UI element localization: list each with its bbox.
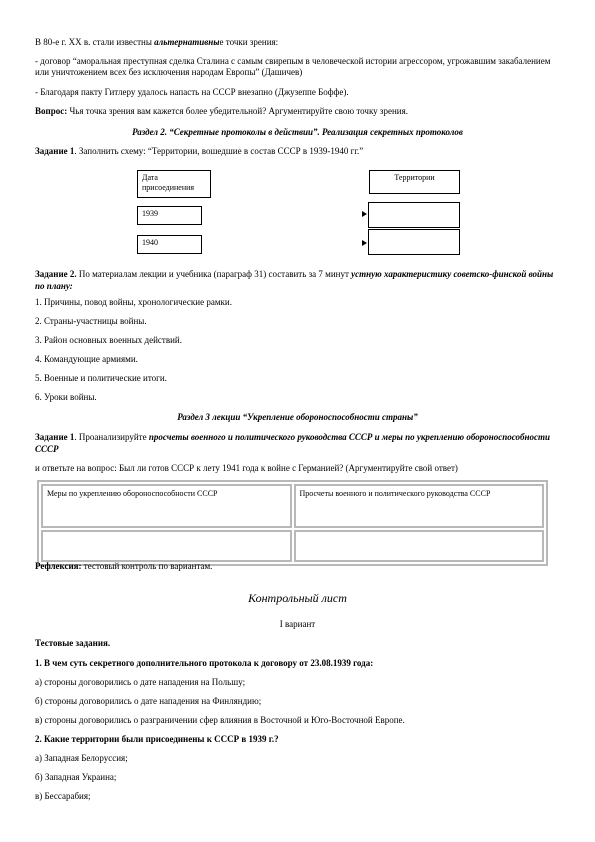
scheme-territory-cell-1939 xyxy=(368,202,460,228)
intro-text: В 80-е г. XX в. стали известны xyxy=(35,37,155,47)
task2-text: По материалам лекции и учебника (параграф 31) составить за 7 минут xyxy=(76,269,352,279)
task1-label: Задание 1 xyxy=(35,146,75,156)
q2-option: в) Бессарабия; xyxy=(35,791,91,801)
intro-text-end: е точки зрения: xyxy=(219,37,279,47)
scheme-year-1940-label: 1940 xyxy=(142,238,158,247)
plan-item: 3. Район основных военных действий. xyxy=(35,335,182,345)
question-text: Чья точка зрения вам кажется более убедительной? Аргументируйте свою точку зрения. xyxy=(67,106,409,116)
section3-title: Раздел 3 лекции “Укрепление обороноспособности страны” xyxy=(177,412,418,422)
analysis-table xyxy=(37,480,548,566)
table-row xyxy=(41,484,544,528)
scheme-year-1939 xyxy=(137,206,202,225)
task2-label: Задание 2. xyxy=(35,269,77,279)
table-cell-mistakes xyxy=(294,530,545,562)
section3-task1 xyxy=(35,431,565,455)
quote-boffa: - Благодаря пакту Гитлеру удалось напасть на СССР внезапно (Джузеппе Боффе). xyxy=(35,87,349,97)
plan-item: 4. Командующие армиями. xyxy=(35,354,138,364)
table-row xyxy=(41,530,544,562)
section2-task2 xyxy=(35,268,565,292)
scheme-territory-header-label: Территории xyxy=(394,173,435,182)
reflexia-text: тестовый контроль по вариантам. xyxy=(81,561,213,571)
variant-label: I вариант xyxy=(279,619,316,629)
scheme-year-1940 xyxy=(137,235,202,254)
arrow-icon xyxy=(362,211,367,217)
quote-dashichev: - договор “аморальная преступная сделка Сталина с самым свирепым в человеческой истории агрессором, угрожавшим закабалением или уничтожением всех без исключения народам Европы” (Дашичев) xyxy=(35,56,551,77)
control-title: Контрольный лист xyxy=(248,591,347,605)
reflexia-line xyxy=(35,561,565,572)
intro-emphasis: альтернативны xyxy=(154,37,220,47)
reflexia-label: Рефлексия: xyxy=(35,561,82,571)
plan-item: 6. Уроки войны. xyxy=(35,392,97,402)
section3-question: и ответьте на вопрос: Был ли готов СССР к лету 1941 года к войне с Германией? (Аргументируйте свой ответ) xyxy=(35,463,458,473)
scheme-territory-header xyxy=(369,170,460,194)
plan-item: 1. Причины, повод войны, хронологические рамки. xyxy=(35,297,232,307)
scheme-date-header-label: Дата присоединения xyxy=(142,173,195,192)
section3-task1-emphasis: просчеты военного и политического руководства СССР и меры по укреплению обороноспособности СССР xyxy=(35,432,550,454)
task2-emphasis: устную характеристику советско-финской войны по плану: xyxy=(35,269,554,291)
scheme-date-header xyxy=(137,170,211,198)
plan-item: 5. Военные и политические итоги. xyxy=(35,373,167,383)
question-2: 2. Какие территории были присоединены к СССР в 1939 г.? xyxy=(35,734,279,744)
q1-option: в) стороны договорились о разграничении сфер влияния в Восточной и Юго-Восточной Европе. xyxy=(35,715,405,725)
section3-task1-text: . Проанализируйте xyxy=(74,432,149,442)
q2-option: б) Западная Украина; xyxy=(35,772,117,782)
table-header-mistakes: Просчеты военного и политического руководства СССР xyxy=(294,484,545,528)
intro-line xyxy=(35,37,565,48)
q1-option: а) стороны договорились о дате нападения на Польшу; xyxy=(35,677,246,687)
tests-heading: Тестовые задания. xyxy=(35,638,111,648)
task1-text: . Заполнить схему: “Территории, вошедшие в состав СССР в 1939-1940 гг.” xyxy=(74,146,364,156)
section2-task1 xyxy=(35,146,565,157)
table-cell-measures xyxy=(41,530,292,562)
section2-title: Раздел 2. “Секретные протоколы в действии”. Реализация секретных протоколов xyxy=(132,127,463,137)
plan-item: 2. Страны-участницы войны. xyxy=(35,316,147,326)
scheme-year-1939-label: 1939 xyxy=(142,209,158,218)
section3-task1-label: Задание 1 xyxy=(35,432,75,442)
scheme-territory-cell-1940 xyxy=(368,229,460,255)
arrow-icon xyxy=(362,240,367,246)
question-line xyxy=(35,106,565,117)
q1-option: б) стороны договорились о дате нападения на Финляндию; xyxy=(35,696,262,706)
table-header-measures: Меры по укреплению обороноспособности СССР xyxy=(41,484,292,528)
question-1: 1. В чем суть секретного дополнительного протокола к договору от 23.08.1939 года: xyxy=(35,658,374,668)
question-label: Вопрос: xyxy=(35,106,68,116)
q2-option: а) Западная Белоруссия; xyxy=(35,753,128,763)
